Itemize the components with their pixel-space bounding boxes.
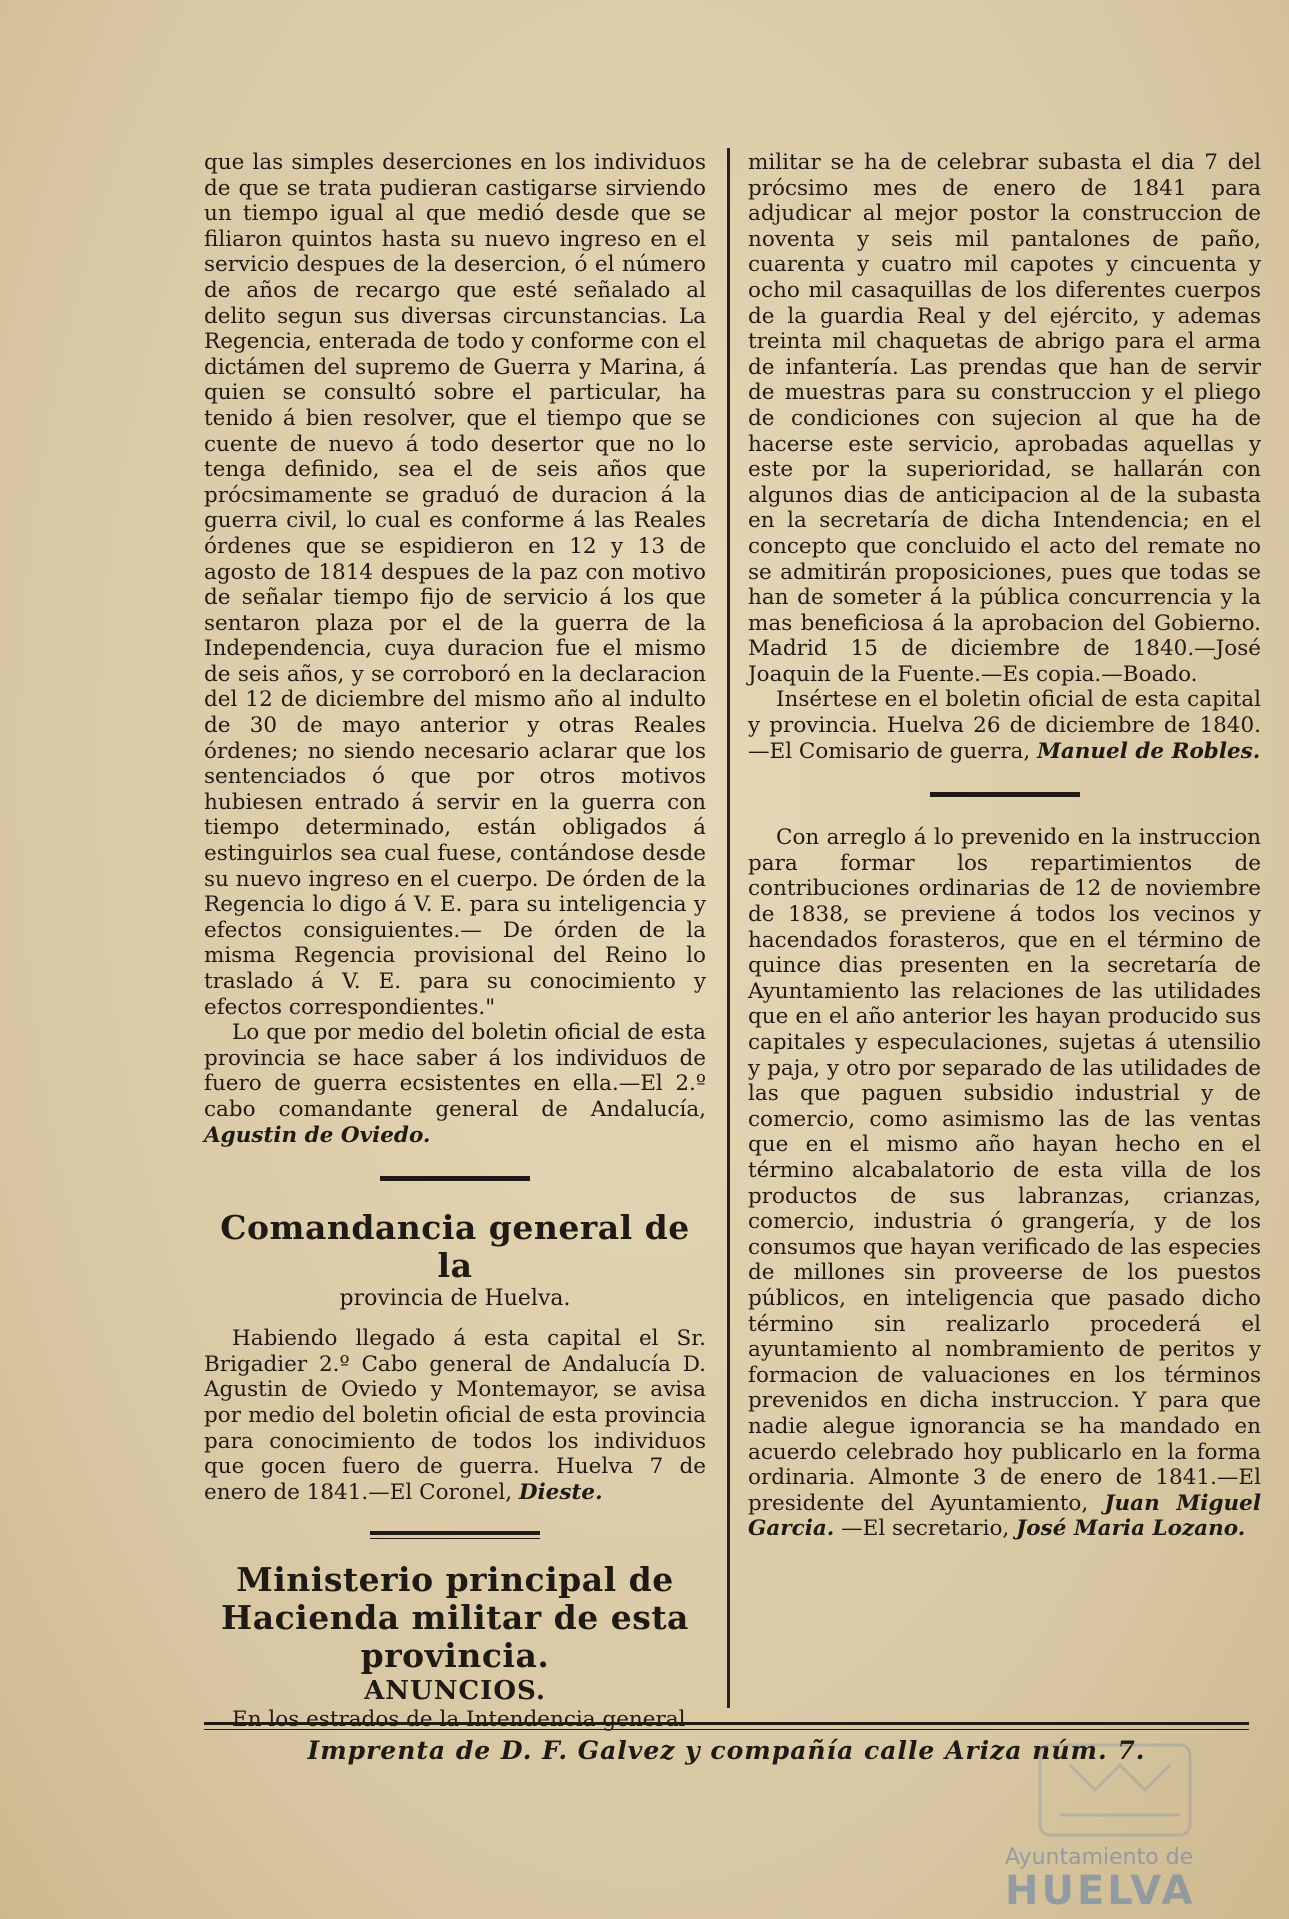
left-paragraph-1: que las simples deserciones en los individuos de que se trata pudieran castigarse sirviendo un tiempo igual al que medió desde que se filiaron quintos hasta su nuevo ingreso en el servicio despues de la desercion, ó el número de años de recargo que esté señalado al delito segun sus diversas circunstancias. La Regencia, enterada de todo y conforme con el dictámen del supremo de Guerra y Marina, á quien se consultó sobre el particular, ha tenido á bien resolver, que el tiempo que se cuente de nuevo á todo desertor que no lo tenga definido, sea el de seis años que prócsimamente se graduó de duracion á la guerra civil, lo cual es conforme á las Reales órdenes que se espidieron en 12 y 13 de agosto de 1814 despues de la paz con motivo de señalar tiempo fijo de servicio á los que sentaron plaza por el de la guerra de la Independencia, cuya duracion fue el mismo de seis años, y se corroboró en la declaracion del 12 de diciembre del mismo año al indulto de 30 de mayo anterior y otras Reales órdenes; no siendo necesario aclarar que los sentenciados ó que por otros motivos hubiesen entrado á servir en la guerra con tiempo determinado, están obligados á estinguirlos sea cual fuese, contándose desde su nuevo ingreso en el cuerpo. De órden de la Regencia lo digo á V. E. para su inteligencia y efectos consiguientes.— De órden de la misma Regencia provisional del Reino lo traslado á V. E. para su conocimiento y efectos correspondientes."	[204, 150, 706, 1020]
signature-garcia: Juan Miguel Garcia.	[748, 1490, 1261, 1542]
section-divider-double	[370, 1531, 540, 1539]
heading-anuncios: ANUNCIOS.	[364, 1676, 546, 1707]
left-paragraph-3	[204, 1326, 706, 1505]
signature-dieste: Dieste.	[518, 1479, 603, 1505]
left-column	[204, 150, 706, 1733]
section-divider	[380, 1176, 530, 1181]
right-paragraph-3-mid: —El secretario,	[841, 1516, 1010, 1542]
watermark-text-line1: Ayuntamiento de	[1005, 1845, 1194, 1870]
heading-comandancia-sub: provincia de Huelva.	[339, 1286, 571, 1312]
left-paragraph-3-text: Habiendo llegado á esta capital el Sr. Brigadier 2.º Cabo general de Andalucía D. Agustin de Oviedo y Montemayor, se avisa por medio del boletin oficial de esta provincia para conocimiento de todos los individuos que gocen fuero de guerra. Huelva 7 de enero de 1841.—El Coronel,	[204, 1326, 706, 1505]
signature-oviedo: Agustin de Oviedo.	[204, 1122, 431, 1148]
column-rule	[727, 148, 730, 1708]
right-paragraph-1: militar se ha de celebrar subasta el dia 7 del prócsimo mes de enero de 1841 para adjudicar al mejor postor la construccion de noventa y seis mil pantalones de paño, cuarenta y cuatro mil capotes y cincuenta y ocho mil casaquillas de los diferentes cuerpos de la guardia Real y del ejército, y ademas treinta mil chaquetas de abrigo para el arma de infantería. Las prendas que han de servir de muestras para su construccion y el pliego de condiciones con sujecion al que ha de hacerse este servicio, aprobadas aquellas y este por la superioridad, se hallarán con algunos dias de anticipacion al de la subasta en la secretaría de dicha Intendencia; en el concepto que concluido el acto del remate no se admitirán proposiciones, pues que todas se han de someter á la pública concurrencia y la mas beneficiosa á la aprobacion del Gobierno. Madrid 15 de diciembre de 1840.—José Joaquin de la Fuente.—Es copia.—Boado.	[748, 150, 1261, 687]
imprint-footer: Imprenta de D. F. Galvez y compañía calle Ariza núm. 7.	[307, 1736, 1146, 1765]
signature-robles: Manuel de Robles.	[1037, 738, 1261, 764]
left-paragraph-2	[204, 1020, 706, 1148]
footer-rule	[204, 1722, 1249, 1730]
left-paragraph-4: En los estrados de la Intendencia general	[232, 1707, 686, 1733]
right-paragraph-3-text: Con arreglo á lo prevenido en la instruccion para formar los repartimientos de contribuciones ordinarias de 12 de noviembre de 1838, se previene á todos los vecinos y hacendados forasteros, que en el término de quince dias presenten en la secretaría de Ayuntamiento las relaciones de las utilidades que en el año anterior les hayan producido sus capitales y especulaciones, sujetas á utensilio y paja, y otro por separado de las utilidades de las que paguen subsidio industrial y de comercio, como asimismo las de las ventas que en el mismo año hayan hecho en el término alcabalatorio de esta villa de los productos de sus labranzas, crianzas, comercio, industria ó grangería, y de los consumos que hayan verificado de las especies de millones sin proveerse de los puestos públicos, en inteligencia que pasado dicho término sin realizarlo procederá el ayuntamiento al nombramiento de peritos y formacion de valuaciones en los términos prevenidos en dicha instruccion. Y para que nadie alegue ignorancia se ha mandado en acuerdo celebrado hoy publicarlo en la forma ordinaria. Almonte 3 de enero de 1841.—El presidente del Ayuntamiento,	[748, 825, 1261, 1516]
left-paragraph-2-text: Lo que por medio del boletin oficial de esta provincia se hace saber á los individuos de fuero de guerra ecsistentes en ella.—El 2.º cabo comandante general de Andalucía,	[204, 1020, 706, 1122]
watermark-text-line2: HUELVA	[1005, 1868, 1196, 1914]
right-paragraph-2-text: Insértese en el boletin oficial de esta capital y provincia. Huelva 26 de diciembre de 1840.—El Comisario de guerra,	[748, 687, 1261, 764]
right-paragraph-3	[748, 825, 1261, 1542]
heading-ministerio: Ministerio principal de Hacienda militar de esta provincia.	[221, 1560, 689, 1676]
right-column	[748, 150, 1261, 1542]
heading-comandancia: Comandancia general de la	[220, 1208, 690, 1286]
signature-lozano: José Maria Lozano.	[1016, 1516, 1246, 1542]
right-paragraph-2	[748, 687, 1261, 764]
section-divider	[930, 792, 1080, 797]
